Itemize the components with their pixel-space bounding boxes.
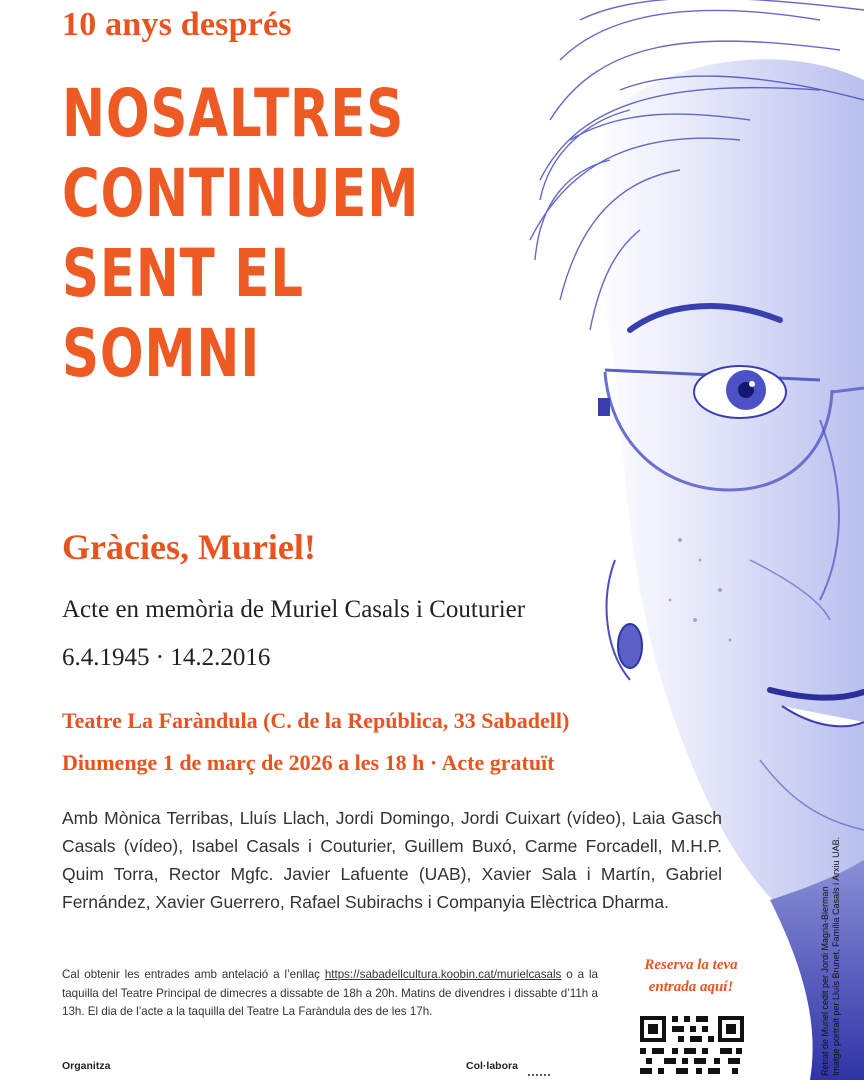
- ticket-link[interactable]: https://sabadellcultura.koobin.cat/murielcasals: [324, 968, 562, 981]
- collaborator-logo: [528, 1074, 550, 1082]
- headline: [62, 74, 429, 394]
- credit-line: Retrat de Muriel cedit per Jordi Magrià-Bierman: [820, 886, 830, 1076]
- headline-line: SOMNI: [62, 315, 261, 392]
- headline-line: NOSALTRES: [62, 75, 405, 152]
- qr-code-icon[interactable]: [636, 1012, 748, 1080]
- reserve-line: entrada aquí!: [648, 979, 734, 995]
- participants-list: Amb Mònica Terribas, Lluís Llach, Jordi Domingo, Jordi Cuixart (vídeo), Laia Gasch Casals (vídeo), Isabel Casals i Couturier, Guillem Buxó, Carme Forcadell, M.H.P. Quim Torra, Rector Mgfc. Javier Lafuente (UAB), Xavier Sala i Martín, Gabriel Fernández, Xavier Guerrero, Rafael Subirachs i Companyia Elèctrica Dharma.: [62, 808, 722, 912]
- reserve-line: Reserva la teva: [644, 957, 738, 973]
- headline-line: CONTINUEM: [62, 155, 420, 232]
- act-description: Acte en memòria de Muriel Casals i Couturier: [62, 596, 526, 623]
- ticket-info-text: o a la taquilla del Teatre Principal de dimecres a dissabte de 18h a 20h. Matins de divendres i dissabte d’11h a 13h. El dia de l’acte a la taquilla del Teatre La Faràndula des de les 17h.: [62, 968, 598, 1018]
- headline-line: SENT EL: [62, 235, 304, 312]
- life-dates: 6.4.1945 · 14.2.2016: [62, 644, 271, 671]
- ticket-info-text: Cal obtenir les entrades amb antelació a l’enllaç: [62, 968, 325, 981]
- event-date-time: Diumenge 1 de març de 2026 a les 18 h · Acte gratuït: [62, 750, 555, 775]
- kicker-title: 10 anys després: [62, 6, 292, 43]
- reserve-callout: [620, 952, 762, 1000]
- organizer-label: Organitza: [62, 1060, 111, 1072]
- portrait-credit: [820, 837, 842, 1076]
- ticket-info: [62, 966, 598, 1022]
- thanks-subtitle: Gràcies, Muriel!: [62, 527, 316, 567]
- collaborator-label: Col·labora: [466, 1060, 518, 1072]
- venue-info: Teatre La Faràndula (C. de la República, 33 Sabadell): [62, 708, 570, 733]
- portrait-illustration: [520, 0, 864, 1080]
- credit-line: Imatge portrait per Lluís Brunet, Família Casals i Arxiu UAB.: [831, 836, 841, 1076]
